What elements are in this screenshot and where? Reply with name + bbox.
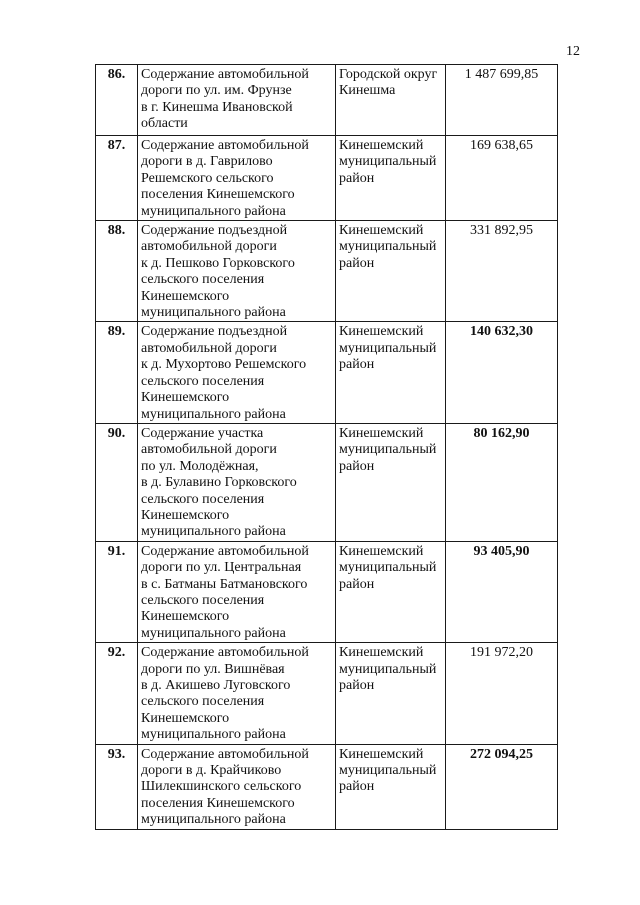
row-number: 92. [96,643,138,744]
page-number: 12 [566,44,580,59]
row-number: 86. [96,65,138,136]
roads-table [95,64,558,830]
district-name: Кинешемский муниципальный район [336,322,446,423]
amount-value: 191 972,20 [446,643,558,744]
table-row [96,744,558,829]
road-description: Содержание участка автомобильной дороги по ул. Молодёжная, в д. Булавино Горковского сельского поселения Кинешемского муниципального района [138,423,336,541]
district-name: Городской округ Кинешма [336,65,446,136]
row-number: 89. [96,322,138,423]
district-name: Кинешемский муниципальный район [336,136,446,221]
road-description: Содержание автомобильной дороги в д. Крайчиково Шилекшинского сельского поселения Кинешемского муниципального района [138,744,336,829]
row-number: 88. [96,221,138,322]
row-number: 91. [96,541,138,642]
district-name: Кинешемский муниципальный район [336,423,446,541]
table-row [96,423,558,541]
table-row [96,541,558,642]
district-name: Кинешемский муниципальный район [336,541,446,642]
amount-value: 140 632,30 [446,322,558,423]
road-description: Содержание автомобильной дороги по ул. Центральная в с. Батманы Батмановского сельского поселения Кинешемского муниципального района [138,541,336,642]
amount-value: 169 638,65 [446,136,558,221]
road-description: Содержание автомобильной дороги по ул. им. Фрунзе в г. Кинешма Ивановской области [138,65,336,136]
road-description: Содержание автомобильной дороги по ул. Вишнёвая в д. Акишево Луговского сельского поселения Кинешемского муниципального района [138,643,336,744]
amount-value: 80 162,90 [446,423,558,541]
row-number: 90. [96,423,138,541]
road-description: Содержание автомобильной дороги в д. Гаврилово Решемского сельского поселения Кинешемского муниципального района [138,136,336,221]
amount-value: 93 405,90 [446,541,558,642]
row-number: 87. [96,136,138,221]
amount-value: 331 892,95 [446,221,558,322]
district-name: Кинешемский муниципальный район [336,744,446,829]
district-name: Кинешемский муниципальный район [336,643,446,744]
table-row [96,221,558,322]
table-row [96,322,558,423]
road-description: Содержание подъездной автомобильной дороги к д. Мухортово Решемского сельского поселения Кинешемского муниципального района [138,322,336,423]
district-name: Кинешемский муниципальный район [336,221,446,322]
table-row [96,643,558,744]
table-row [96,65,558,136]
amount-value: 272 094,25 [446,744,558,829]
table-row [96,136,558,221]
amount-value: 1 487 699,85 [446,65,558,136]
road-description: Содержание подъездной автомобильной дороги к д. Пешково Горковского сельского поселения Кинешемского муниципального района [138,221,336,322]
row-number: 93. [96,744,138,829]
